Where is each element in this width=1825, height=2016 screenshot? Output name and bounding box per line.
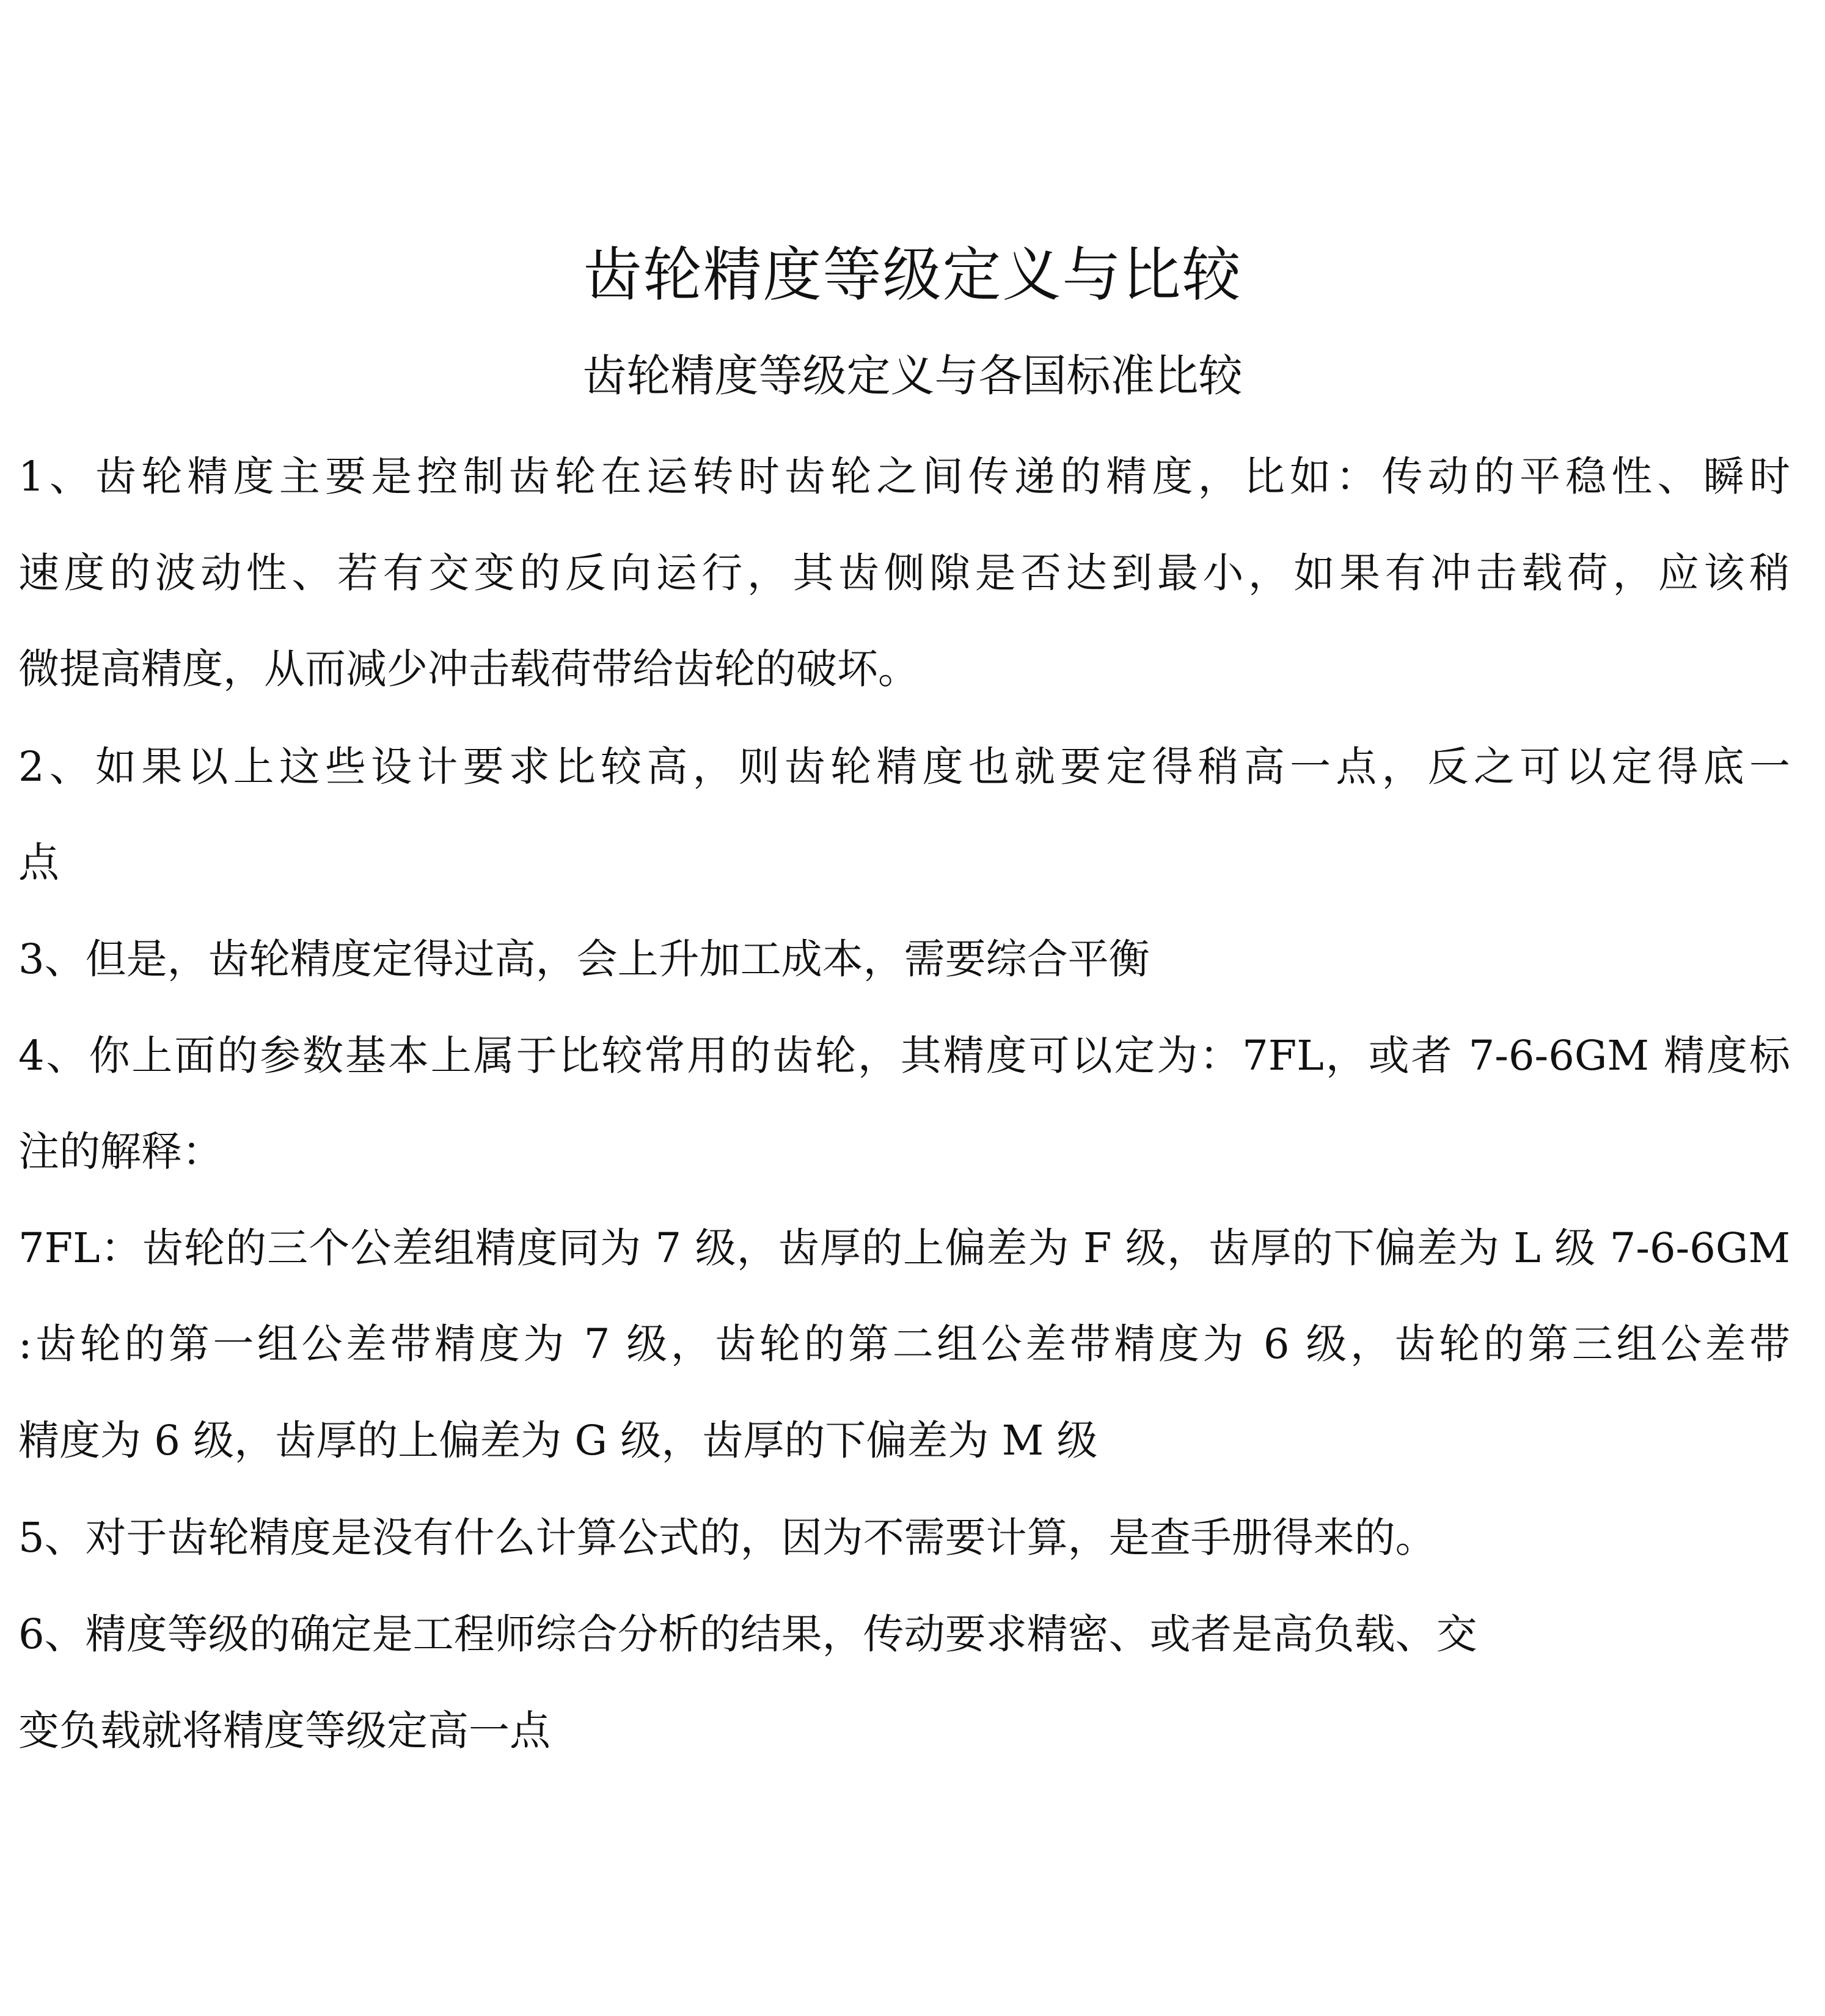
paragraph-line: 4、你上面的参数基本上属于比较常用的齿轮，其精度可以定为：7FL，或者 7-6-6GM 精度标	[18, 1032, 1790, 1079]
paragraph-line: 5、对于齿轮精度是没有什么计算公式的，因为不需要计算，是查手册得来的。	[18, 1514, 1436, 1561]
paragraph-line: 注的解释：	[18, 1128, 223, 1175]
paragraph-line: 3、但是，齿轮精度定得过高，会上升加工成本，需要综合平衡	[18, 935, 1150, 983]
document-title: 齿轮精度等级定义与比较	[583, 241, 1242, 309]
paragraph-line: 速度的波动性、若有交变的反向运行，其齿侧隙是否达到最小，如果有冲击载荷，应该稍	[18, 549, 1790, 597]
paragraph-line: 点	[18, 839, 59, 886]
paragraph-line: 变负载就将精度等级定高一点	[18, 1707, 550, 1755]
paragraph-line: 微提高精度，从而减少冲击载荷带给齿轮的破坏。	[18, 645, 919, 693]
paragraph-line: 6、精度等级的确定是工程师综合分析的结果，传动要求精密、或者是高负载、交	[18, 1610, 1477, 1658]
paragraph-line: 1、齿轮精度主要是控制齿轮在运转时齿轮之间传递的精度，比如：传动的平稳性、瞬时	[18, 453, 1790, 500]
paragraph-line: 精度为 6 级，齿厚的上偏差为 G 级，齿厚的下偏差为 M 级	[18, 1417, 1098, 1464]
document-subtitle: 齿轮精度等级定义与各国标准比较	[582, 350, 1243, 401]
paragraph-line: 7FL：齿轮的三个公差组精度同为 7 级，齿厚的上偏差为 F 级，齿厚的下偏差为 L 级 7-6-6GM	[18, 1224, 1790, 1272]
paragraph-line: 2、如果以上这些设计要求比较高，则齿轮精度也就要定得稍高一点，反之可以定得底一	[18, 743, 1790, 791]
paragraph-line: :齿轮的第一组公差带精度为 7 级，齿轮的第二组公差带精度为 6 级，齿轮的第三组公差带	[18, 1320, 1790, 1368]
